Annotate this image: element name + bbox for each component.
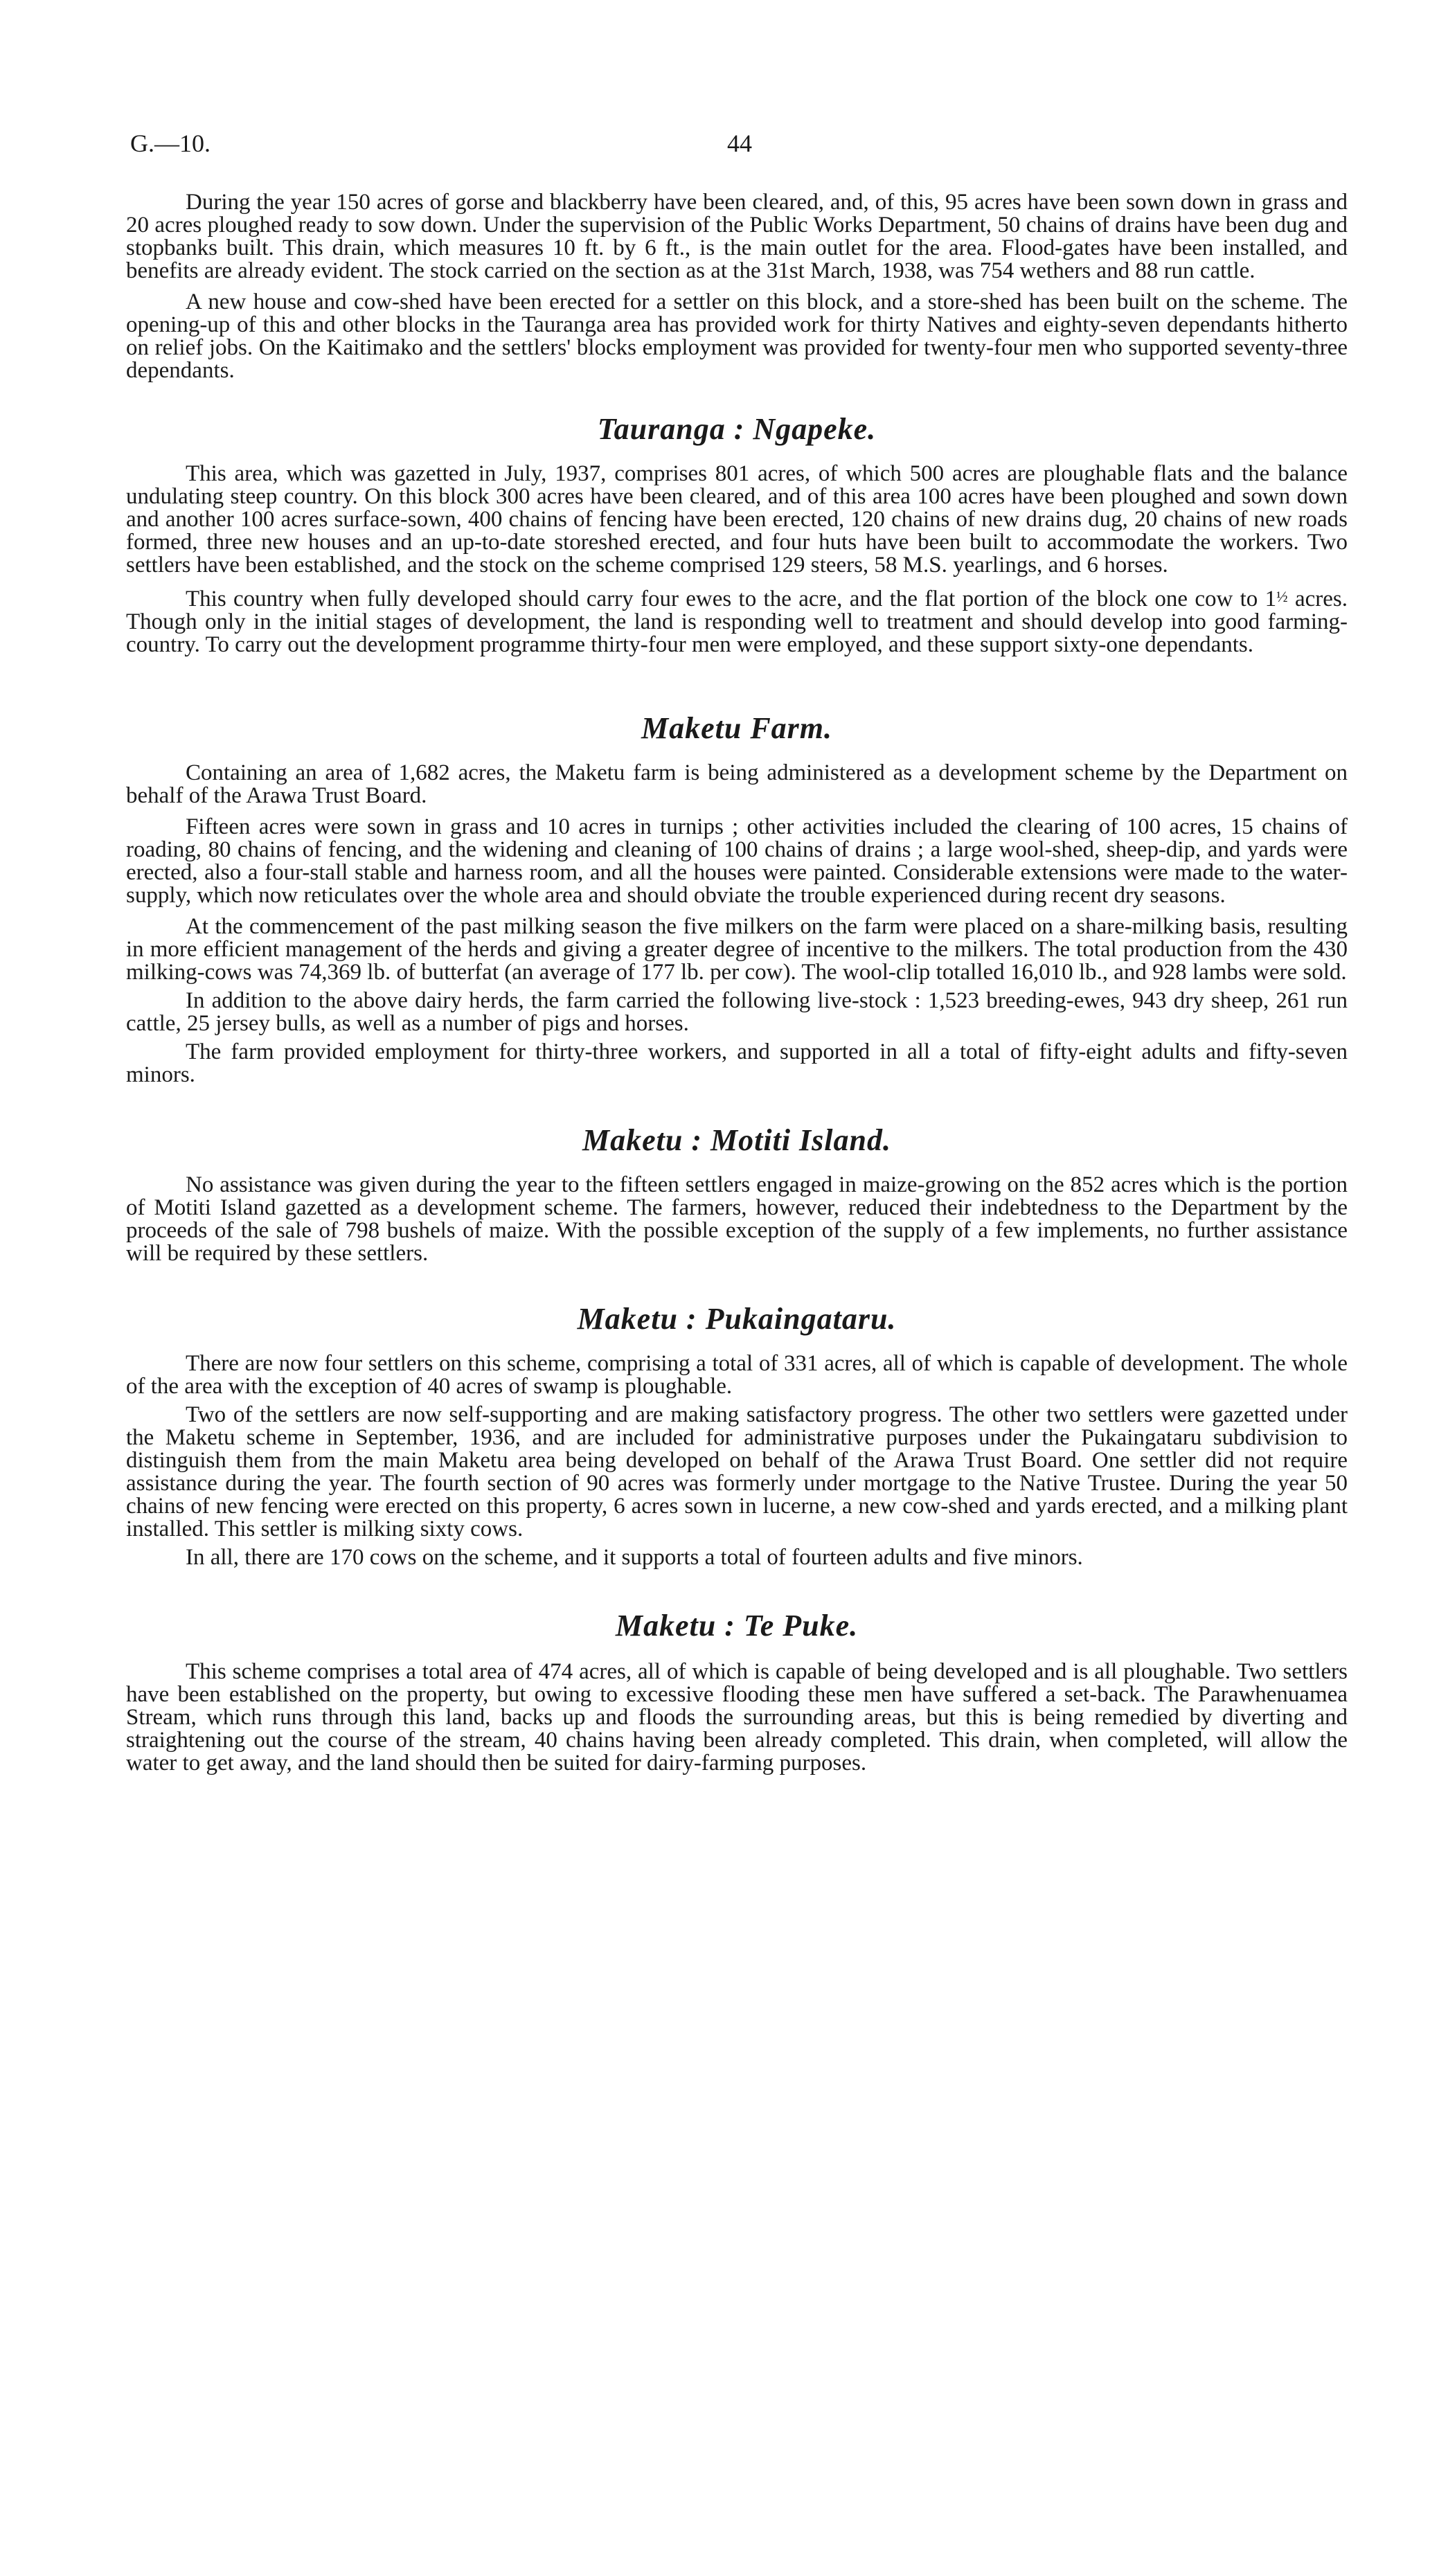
section-title-tauranga-ngapeke: Tauranga : Ngapeke. [597, 412, 877, 446]
page-number: 44 [727, 129, 752, 157]
paragraph: Fifteen acres were sown in grass and 10 acres in turnips ; other activities included the clearing of 100 acres, 15 chains of roading, 80 chains of fencing, and the widening and cleaning of 100 chains of drains ; a large wool-shed, sheep-dip, and yards were erected, also a four-stall stable and harness room, and all the houses were painted. Considerable extensions were made to the water-supply, which now reticulates over the whole area and should obviate the trouble experienced during recent dry seasons. [126, 814, 1348, 908]
paragraph [126, 585, 1348, 656]
paragraph: In all, there are 170 cows on the scheme, and it supports a total of fourteen adults and five minors. [186, 1545, 1083, 1570]
paragraph: This scheme comprises a total area of 474 acres, all of which is capable of being developed and is all ploughable. Two settlers have been established on the property, but owing to excessive flooding these men have suffered a set-back. The Parawhenuamea Stream, which runs through this land, backs up and floods the surrounding areas, but this is being remedied by diverting and straightening out the course of the stream, 40 chains having been already completed. This drain, when completed, will allow the water to get away, and the land should then be suited for dairy-farming purposes. [126, 1659, 1348, 1776]
page-header [126, 126, 1348, 168]
section-title-maketu-farm: Maketu Farm. [641, 711, 833, 745]
paragraph: No assistance was given during the year to the fifteen settlers engaged in maize-growing on the 852 acres which is the portion of Motiti Island gazetted as a development scheme. The farmers, however, reduced their indebtedness to the Department by the proceeds of the sale of 798 bushels of maize. With the possible exception of the supply of a few implements, no further assistance will be required by these settlers. [126, 1172, 1348, 1266]
paragraph: During the year 150 acres of gorse and blackberry have been cleared, and, of this, 95 acres have been sown down in grass and 20 acres ploughed ready to sow down. Under the supervision of the Public Works Department, 50 chains of drains have been dug and stopbanks built. This drain, which measures 10 ft. by 6 ft., is the main outlet for the area. Flood-gates have been installed, and benefits are already evident. The stock carried on the section as at the 31st March, 1938, was 754 wethers and 88 run cattle. [126, 190, 1348, 283]
paragraph-text: acres. Though only in the initial stages of development, the land is responding well to treatment and should develop into good farming-country. To carry out the development programme thirty-four men were employed, and these support sixty-one dependants. [126, 587, 1348, 657]
paragraph: There are now four settlers on this scheme, comprising a total of 331 acres, all of which is capable of development. The whole of the area with the exception of 40 acres of swamp is ploughable. [126, 1351, 1348, 1399]
section-title-te-puke: Maketu : Te Puke. [615, 1609, 859, 1643]
paragraph: Two of the settlers are now self-supporting and are making satisfactory progress. The other two settlers were gazetted under the Maketu scheme in September, 1936, and are included for administrative purposes under the Pukaingataru subdivision to distinguish them from the main Maketu area being developed on behalf of the Arawa Trust Board. One settler did not require assistance during the year. The fourth section of 90 acres was formerly under mortgage to the Native Trustee. During the year 50 chains of new fencing were erected on this property, 6 acres sown in lucerne, a new cow-shed and yards erected, and a milking plant installed. This settler is milking sixty cows. [126, 1402, 1348, 1541]
paragraph: The farm provided employment for thirty-three workers, and supported in all a total of fifty-eight adults and fifty-seven minors. [126, 1039, 1348, 1087]
document-page [126, 126, 1348, 1775]
paragraph: A new house and cow-shed have been erected for a settler on this block, and a store-shed has been built on the scheme. The opening-up of this and other blocks in the Tauranga area has provided work for thirty Natives and eighty-seven dependants hitherto on relief jobs. On the Kaitimako and the settlers' blocks employment was provided for twenty-four men who supported seventy-three dependants. [126, 289, 1348, 383]
paragraph: This area, which was gazetted in July, 1937, comprises 801 acres, of which 500 acres are ploughable flats and the balance undulating steep country. On this block 300 acres have been cleared, and of this area 100 acres have been ploughed and sown down and another 100 acres surface-sown, 400 chains of fencing have been erected, 120 chains of new drains dug, 20 chains of new roads formed, three new houses and an up-to-date storeshed erected, and four huts have been built to accommodate the workers. Two settlers have been established, and the stock on the scheme comprised 129 steers, 58 M.S. yearlings, and 6 horses. [126, 461, 1348, 578]
section-title-pukaingataru: Maketu : Pukaingataru. [577, 1302, 897, 1336]
document-reference: G.—10. [130, 129, 211, 157]
paragraph: Containing an area of 1,682 acres, the Maketu farm is being administered as a development scheme by the Department on behalf of the Arawa Trust Board. [126, 760, 1348, 808]
paragraph: At the commencement of the past milking season the five milkers on the farm were placed on a share-milking basis, resulting in more efficient management of the herds and giving a greater degree of incentive to the milkers. The total production from the 430 milking-cows was 74,369 lb. of butterfat (an average of 177 lb. per cow). The wool-clip totalled 16,010 lb., and 928 lambs were sold. [126, 914, 1348, 985]
paragraph-text: This country when fully developed should carry four ewes to the acre, and the flat portion of the block one cow to 1 [186, 587, 1277, 611]
fraction: ½ [1276, 588, 1288, 605]
section-title-motiti-island: Maketu : Motiti Island. [582, 1123, 891, 1157]
paragraph: In addition to the above dairy herds, the farm carried the following live-stock : 1,523 breeding-ewes, 943 dry sheep, 261 run cattle, 25 jersey bulls, as well as a number of pigs and horses. [126, 988, 1348, 1036]
